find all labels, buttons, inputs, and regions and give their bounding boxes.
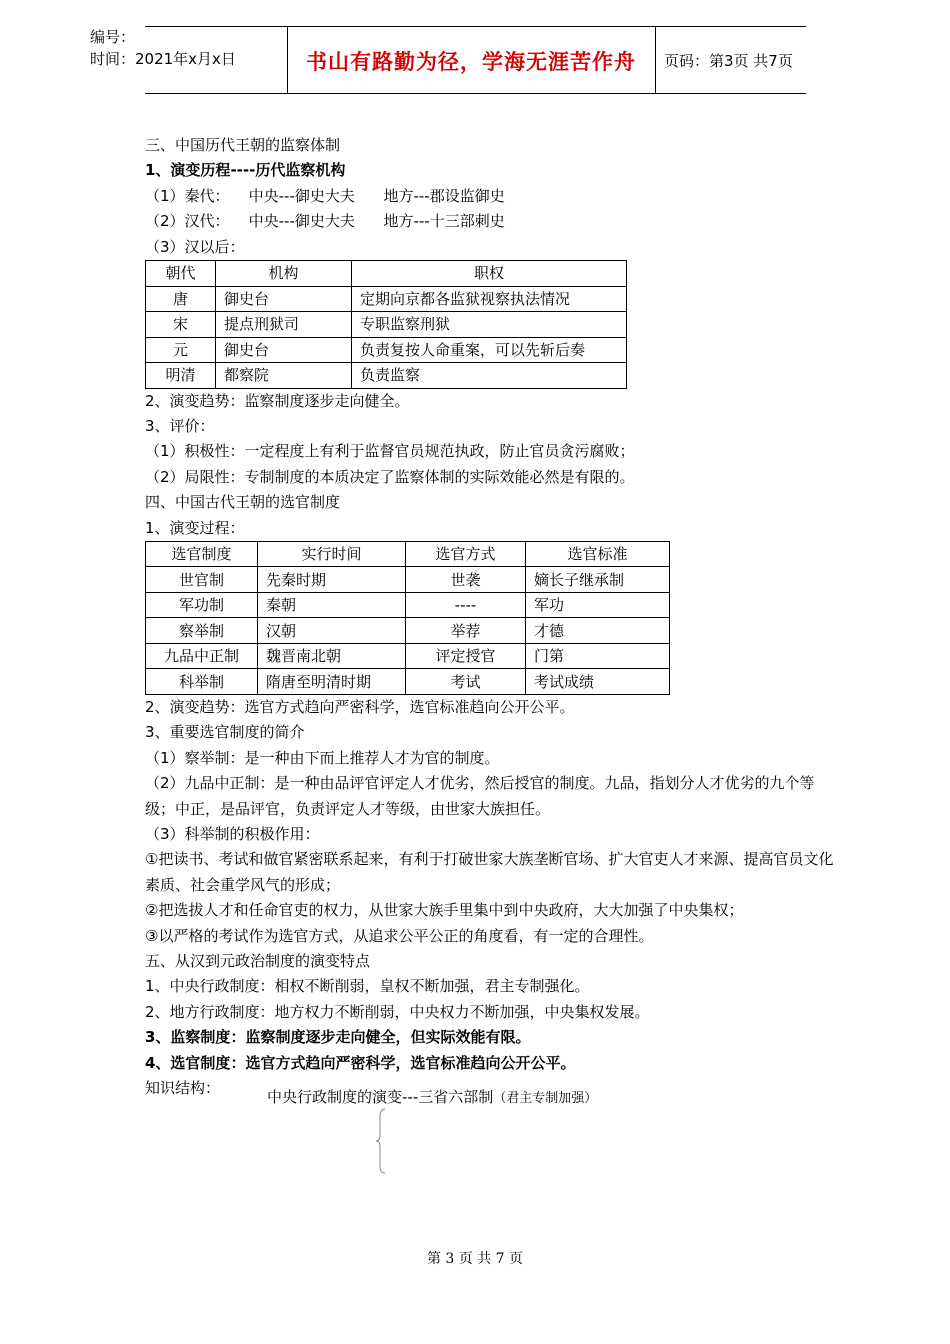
header-top-rule xyxy=(145,26,806,27)
table-row xyxy=(146,643,670,669)
table-cell: 门第 xyxy=(526,643,670,669)
table-cell: 先秦时期 xyxy=(258,567,406,593)
table-cell: 科举制 xyxy=(146,669,258,695)
table-cell: 军功制 xyxy=(146,592,258,618)
header-page-info: 页码：第3页 共7页 xyxy=(664,52,793,70)
page-footer: 第 3 页 共 7 页 xyxy=(426,1251,524,1267)
selection-table xyxy=(145,541,670,695)
document-body xyxy=(145,133,835,1101)
table-cell: 考试成绩 xyxy=(526,669,670,695)
table-cell: 专职监察刑狱 xyxy=(352,312,627,338)
table-header-cell: 实行时间 xyxy=(258,541,406,567)
supervision-table xyxy=(145,260,627,389)
table-cell: 御史台 xyxy=(216,337,352,363)
paragraph: （2）九品中正制：是一种由品评官评定人才优劣，然后授官的制度。九品，指划分人才优劣的九个等级；中正，是品评官，负责评定人才等级，由世家大族担任。 xyxy=(145,774,815,818)
table-header-cell: 职权 xyxy=(352,261,627,287)
table-cell: 隋唐至明清时期 xyxy=(258,669,406,695)
table-row xyxy=(146,567,670,593)
paragraph: 3、重要选官制度的简介 xyxy=(145,723,305,742)
paragraph: 2、地方行政制度：地方权力不断削弱，中央权力不断加强，中央集权发展。 xyxy=(145,1002,650,1021)
table-cell: 唐 xyxy=(146,286,216,312)
table-cell: 考试 xyxy=(406,669,526,695)
structure-line: 中央行政制度的演变---三省六部制 xyxy=(267,1088,494,1106)
subheading: 1、演变历程----历代监察机构 xyxy=(145,161,346,180)
table-cell: 御史台 xyxy=(216,286,352,312)
structure-label: 知识结构： xyxy=(145,1079,221,1098)
table-cell: 明清 xyxy=(146,363,216,389)
table-cell: 负责复按人命重案，可以先斩后奏 xyxy=(352,337,627,363)
paragraph: ③以严格的考试作为选官方式，从追求公平公正的角度看，有一定的合理性。 xyxy=(145,926,654,945)
paragraph: 2、演变趋势：选官方式趋向严密科学，选官标准趋向公开公平。 xyxy=(145,697,575,716)
section-heading: 四、中国古代王朝的选官制度 xyxy=(145,493,341,512)
brace-icon xyxy=(376,1108,386,1174)
table-header-cell: 选官制度 xyxy=(146,541,258,567)
table-cell: 才德 xyxy=(526,618,670,644)
table-cell: 定期向京都各监狱视察执法情况 xyxy=(352,286,627,312)
table-header-row xyxy=(146,261,627,287)
table-cell: 秦朝 xyxy=(258,592,406,618)
paragraph: 2、演变趋势：监察制度逐步走向健全。 xyxy=(145,391,410,410)
number-label: 编号： xyxy=(90,28,136,46)
table-row xyxy=(146,312,627,338)
table-row xyxy=(146,286,627,312)
table-cell: 世袭 xyxy=(406,567,526,593)
paragraph: 4、选官制度：选官方式趋向严密科学，选官标准趋向公开公平。 xyxy=(145,1053,576,1072)
table-cell: 世官制 xyxy=(146,567,258,593)
paragraph: （1）秦代： 中央---御史大夫 地方---郡设监御史 xyxy=(145,186,505,205)
header-divider-right xyxy=(655,26,656,93)
header-bottom-rule xyxy=(145,93,806,94)
paragraph: 3、监察制度：监察制度逐步走向健全，但实际效能有限。 xyxy=(145,1028,531,1047)
paragraph: （3）汉以后： xyxy=(145,237,245,256)
table-cell: 负责监察 xyxy=(352,363,627,389)
table-cell: 汉朝 xyxy=(258,618,406,644)
table-row xyxy=(146,669,670,695)
header-meta xyxy=(90,26,236,70)
section-heading: 五、从汉到元政治制度的演变特点 xyxy=(145,952,371,971)
table-row xyxy=(146,618,670,644)
paragraph: （3）科举制的积极作用： xyxy=(145,825,320,843)
table-row xyxy=(146,592,670,618)
paragraph: 3、评价： xyxy=(145,416,215,435)
structure-note: （君主专制加强） xyxy=(493,1091,598,1106)
table-cell: ---- xyxy=(406,592,526,618)
paragraph: 1、中央行政制度：相权不断削弱，皇权不断加强，君主专制强化。 xyxy=(145,977,590,996)
table-row xyxy=(146,363,627,389)
table-cell: 九品中正制 xyxy=(146,643,258,669)
table-cell: 元 xyxy=(146,337,216,363)
header-motto: 书山有路勤为径，学海无涯苦作舟 xyxy=(306,50,636,74)
table-header-cell: 机构 xyxy=(216,261,352,287)
table-cell: 魏晋南北朝 xyxy=(258,643,406,669)
paragraph: （2）汉代： 中央---御史大夫 地方---十三部刺史 xyxy=(145,212,505,231)
paragraph: ①把读书、考试和做官紧密联系起来，有利于打破世家大族垄断官场、扩大官吏人才来源、提高官员文化素质、社会重学风气的形成； xyxy=(145,850,834,894)
table-cell: 军功 xyxy=(526,592,670,618)
table-cell: 都察院 xyxy=(216,363,352,389)
table-cell: 宋 xyxy=(146,312,216,338)
time-label: 时间：2021年x月x日 xyxy=(90,50,236,68)
table-header-cell: 选官标准 xyxy=(526,541,670,567)
table-header-cell: 朝代 xyxy=(146,261,216,287)
table-header-cell: 选官方式 xyxy=(406,541,526,567)
paragraph: ②把选拔人才和任命官吏的权力，从世家大族手里集中到中央政府，大大加强了中央集权； xyxy=(145,901,744,920)
table-cell: 嫡长子继承制 xyxy=(526,567,670,593)
knowledge-structure xyxy=(267,1086,597,1107)
table-header-row xyxy=(146,541,670,567)
paragraph: （2）局限性：专制制度的本质决定了监察体制的实际效能必然是有限的。 xyxy=(145,467,635,486)
section-heading: 三、中国历代王朝的监察体制 xyxy=(145,136,341,154)
paragraph: 1、演变过程： xyxy=(145,518,245,537)
paragraph: （1）积极性：一定程度上有利于监督官员规范执政，防止官员贪污腐败； xyxy=(145,442,635,461)
table-cell: 评定授官 xyxy=(406,643,526,669)
table-cell: 提点刑狱司 xyxy=(216,312,352,338)
table-cell: 举荐 xyxy=(406,618,526,644)
table-row xyxy=(146,337,627,363)
table-cell: 察举制 xyxy=(146,618,258,644)
paragraph: （1）察举制：是一种由下而上推荐人才为官的制度。 xyxy=(145,748,500,767)
